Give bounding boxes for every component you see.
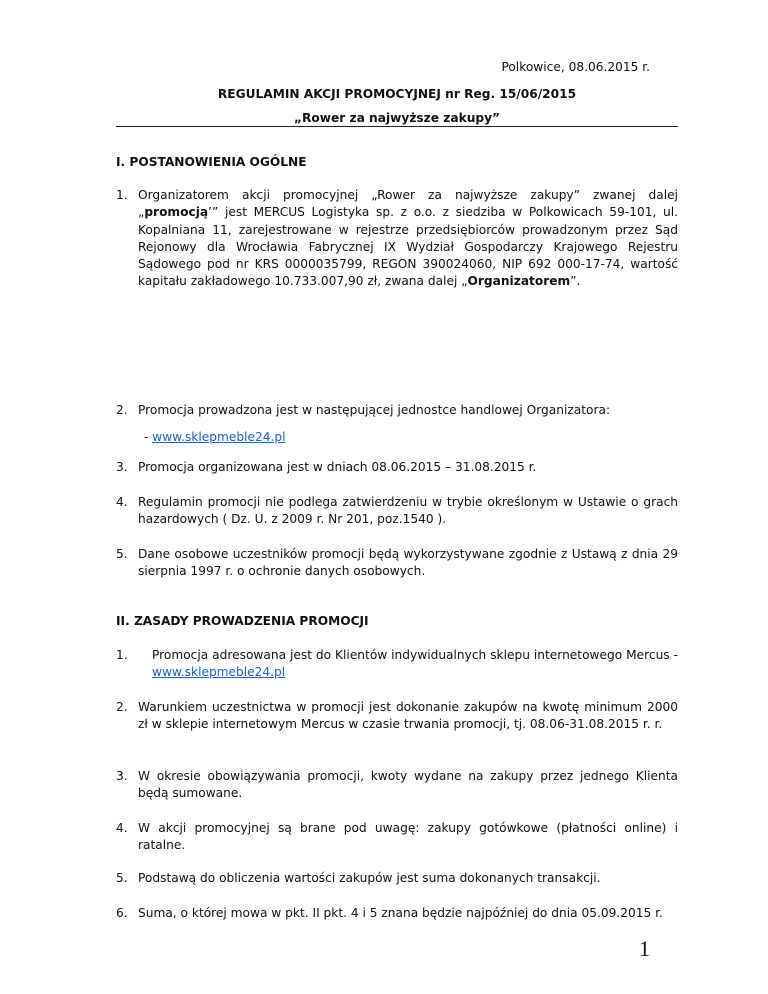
document-page: Polkowice, 08.06.2015 r. REGULAMIN AKCJI PROMOCYJNEJ nr Reg. 15/06/2015 „Rower za najwyższe zakupy” I. POSTANOWIENIA OGÓLNE 1. Organizatorem akcji promocyjnej „Rower za najwyższe zakupy” zwanej dalej „promocją’” jest MERCUS Logistyka sp. z o.o. z siedziba w Polkowicach 59-101, ul. Kopalniana 11, zarejestrowane w rejestrze przedsiębiorców prowadzonym przez Sąd Rejonowy dla Wrocławia Fabrycznej IX Wydział Gospodarczy Krajowego Rejestru Sądowego pod nr KRS 0000035799, REGON 390024060, NIP 692 000-17-74, wartość kapitału zakładowego 10.733.007,90 zł, zwana dalej „Organizatorem”. 2. Promocja prowadzona jest w następującej jednostce handlowej Organizatora: - www.sklepmeble24.pl 3. Promocja organizowana jest w dniach 08.06.2015 – 31.08.2015 r. 4. Regulamin promocji nie podlega zatwierdzeniu w trybie określonym w Ustawie o grach hazardowych ( Dz. U. z 2009 r. Nr 201, poz.1540 ). 5. Dane osobowe uczestników promocji będą wykorzystywane zgodnie z Ustawą z dnia 29 sierpnia 1997 r. o ochronie danych osobowych. II. ZASADY PROWADZENIA PROMOCJI 1. Promocja adresowana jest do Klientów indywidualnych sklepu internetowego Mercus - www.sklepmeble24.pl 2. Warunkiem uczestnictwa w promocji jest dokonanie zakupów na kwotę minimum 2000 zł w sklepie internetowym Mercus w czasie trwania promocji, tj. 08.06-31.08.2015 r. r. 3. W okresie obowiązywania promocji, kwoty wydane na zakupy przez jednego Klienta będą sumowane. 4. W akcji promocyjnej są brane pod uwagę: zakupy gotówkowe (płatności online) i ratalne. 5. Podstawą do obliczenia wartości zakupów jest suma dokonanych transakcji. 6. Suma, o której mowa w pkt. II pkt. 4 i 5 znana będzie najpóźniej do dnia 05.09.2015 r. 1 — [116, 60, 678, 961]
item-text: Suma, o której mowa w pkt. II pkt. 4 i 5 znana będzie najpóźniej do dnia 05.09.2015 r. — [138, 906, 663, 920]
item-text: Regulamin promocji nie podlega zatwierdzeniu w trybie określonym w Ustawie o grach hazardowych ( Dz. U. z 2009 r. Nr 201, poz.1540 ). — [138, 495, 678, 527]
item-text: Promocja prowadzona jest w następującej jednostce handlowej Organizatora: — [138, 403, 611, 417]
item-text: Promocja organizowana jest w dniach 08.06.2015 – 31.08.2015 r. — [138, 460, 537, 474]
item-text: W okresie obowiązywania promocji, kwoty wydane na zakupy przez jednego Klienta będą sumowane. — [138, 769, 678, 801]
store-link[interactable]: www.sklepmeble24.pl — [152, 665, 286, 680]
item-text: Warunkiem uczestnictwa w promocji jest dokonanie zakupów na kwotę minimum 2000 zł w sklepie internetowym Mercus w czasie trwania promocji, tj. 08.06-31.08.2015 r. r. — [138, 700, 678, 732]
place-date: Polkowice, 08.06.2015 r. — [501, 60, 650, 74]
section-heading-general: I. POSTANOWIENIA OGÓLNE — [116, 155, 307, 169]
document-title: REGULAMIN AKCJI PROMOCYJNEJ nr Reg. 15/06/2015 — [217, 87, 577, 101]
item-text: Promocja adresowana jest do Klientów indywidualnych sklepu internetowego Mercus - www.sklepmeble24.pl — [152, 648, 678, 680]
item-number: 1. — [116, 188, 128, 202]
document-subtitle: „Rower za najwyższe zakupy” — [293, 111, 501, 125]
store-link[interactable]: www.sklepmeble24.pl — [152, 430, 286, 444]
title-divider — [116, 126, 678, 127]
item-text: Dane osobowe uczestników promocji będą wykorzystywane zgodnie z Ustawą z dnia 29 sierpnia 1997 r. o ochronie danych osobowych. — [138, 547, 678, 579]
section-heading-rules: II. ZASADY PROWADZENIA PROMOCJI — [116, 614, 369, 628]
store-link-line: - www.sklepmeble24.pl — [144, 430, 286, 444]
term-organizator: Organizatorem — [467, 274, 571, 289]
item-text: Organizatorem akcji promocyjnej „Rower za najwyższe zakupy” zwanej dalej „promocją’” jest MERCUS Logistyka sp. z o.o. z siedziba w Polkowicach 59-101, ul. Kopalniana 11, zarejestrowane w rejestrze przedsiębiorców prowadzonym przez Sąd Rejonowy dla Wrocławia Fabrycznej IX Wydział Gospodarczy Krajowego Rejestru Sądowego pod nr KRS 0000035799, REGON 390024060, NIP 692 000-17-74, wartość kapitału zakładowego 10.733.007,90 zł, zwana dalej „Organizatorem”. — [138, 188, 678, 289]
page-number: 1 — [639, 936, 650, 961]
item-text: Podstawą do obliczenia wartości zakupów jest suma dokonanych transakcji. — [138, 871, 601, 885]
term-promocja: promocją — [144, 205, 209, 220]
item-text: W akcji promocyjnej są brane pod uwagę: zakupy gotówkowe (płatności online) i ratalne. — [138, 821, 678, 853]
